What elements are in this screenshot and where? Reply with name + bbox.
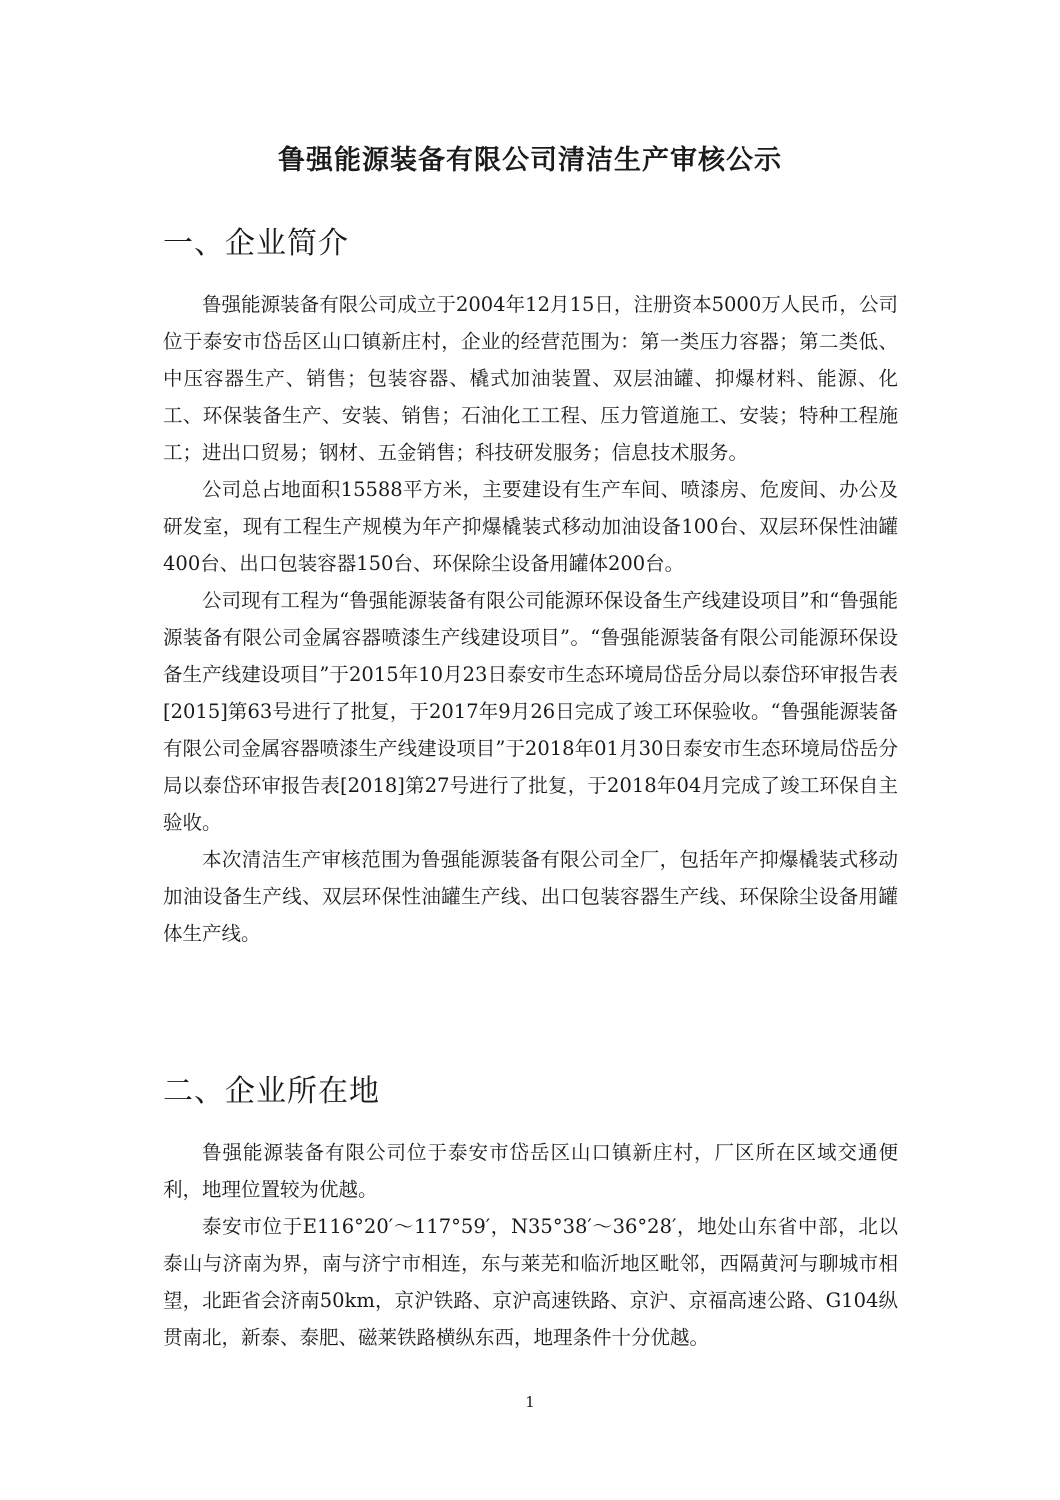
document-title: 鲁强能源装备有限公司清洁生产审核公示	[278, 145, 782, 176]
paragraph: 公司现有工程为“鲁强能源装备有限公司能源环保设备生产线建设项目”和“鲁强能源装备有限公司金属容器喷漆生产线建设项目”。“鲁强能源装备有限公司能源环保设备生产线建设项目”于2015年10月23日泰安市生态环境局岱岳分局以泰岱环审报告表[2015]第63号进行了批复，于2017年9月26日完成了竣工环保验收。“鲁强能源装备有限公司金属容器喷漆生产线建设项目”于2018年01月30日泰安市生态环境局岱岳分局以泰岱环审报告表[2018]第27号进行了批复，于2018年04月完成了竣工环保自主验收。	[163, 589, 898, 834]
paragraph: 鲁强能源装备有限公司成立于2004年12月15日，注册资本5000万人民币，公司位于泰安市岱岳区山口镇新庄村，企业的经营范围为：第一类压力容器；第二类低、中压容器生产、销售；包装容器、橇式加油装置、双层油罐、抑爆材料、能源、化工、环保装备生产、安装、销售；石油化工工程、压力管道施工、安装；特种工程施工；进出口贸易；钢材、五金销售；科技研发服务；信息技术服务。	[163, 293, 898, 464]
paragraph: 鲁强能源装备有限公司位于泰安市岱岳区山口镇新庄村，厂区所在区域交通便利，地理位置较为优越。	[163, 1141, 898, 1201]
section-heading-company-profile: 一、企业简介	[163, 226, 349, 261]
section-heading-location: 二、企业所在地	[163, 1074, 380, 1109]
section-body-location	[163, 1134, 898, 1356]
paragraph: 本次清洁生产审核范围为鲁强能源装备有限公司全厂，包括年产抑爆橇装式移动加油设备生产线、双层环保性油罐生产线、出口包装容器生产线、环保除尘设备用罐体生产线。	[163, 848, 898, 945]
paragraph: 泰安市位于E116°20′～117°59′，N35°38′～36°28′，地处山东省中部，北以泰山与济南为界，南与济宁市相连，东与莱芜和临沂地区毗邻，西隔黄河与聊城市相望，北距省会济南50km，京沪铁路、京沪高速铁路、京沪、京福高速公路、G104纵贯南北，新泰、泰肥、磁莱铁路横纵东西，地理条件十分优越。	[163, 1215, 898, 1349]
paragraph: 公司总占地面积15588平方米，主要建设有生产车间、喷漆房、危废间、办公及研发室，现有工程生产规模为年产抑爆橇装式移动加油设备100台、双层环保性油罐400台、出口包装容器150台、环保除尘设备用罐体200台。	[163, 478, 898, 575]
page-number: 1	[525, 1393, 535, 1411]
section-body-company-profile	[163, 286, 898, 952]
